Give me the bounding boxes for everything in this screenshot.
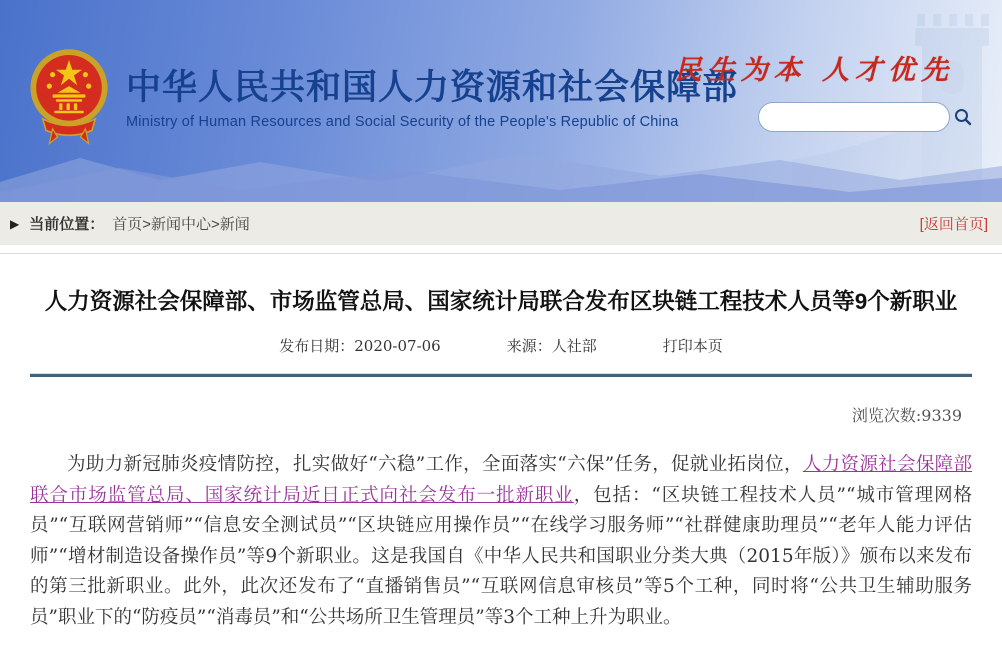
national-emblem-logo <box>28 40 110 152</box>
search-input[interactable] <box>773 106 953 128</box>
breadcrumb-path[interactable]: 首页>新闻中心>新闻 <box>112 216 250 233</box>
site-title-block <box>126 62 738 130</box>
article-body <box>30 450 972 633</box>
new-occupations-link[interactable]: 人力资源社会保障部联合市场监管总局、国家统计局近日正式向社会发布一批新职业 <box>30 454 972 506</box>
breadcrumb-label: 当前位置： <box>29 216 105 233</box>
breadcrumb-bar <box>0 202 1002 245</box>
site-title-chinese: 中华人民共和国人力资源和社会保障部 <box>126 68 739 107</box>
paragraph-text-before: 为助力新冠肺炎疫情防控，扎实做好“六稳”工作，全面落实“六保”任务，促就业拓岗位， <box>67 454 803 475</box>
publish-date-label: 发布日期： <box>279 337 355 355</box>
title-divider <box>30 373 972 377</box>
print-page-button[interactable]: 打印本页 <box>662 337 723 355</box>
publish-date-value: 2020-07-06 <box>354 337 441 355</box>
search-button[interactable] <box>953 106 973 128</box>
breadcrumb-arrow-icon: ▶ <box>10 216 20 231</box>
site-header <box>0 0 1002 202</box>
search-icon <box>953 107 973 127</box>
paragraph-text-after: ，包括：“区块链工程技术人员”“城市管理网格员”“互联网营销师”“信息安全测试员”“区块链应用操作员”“在线学习服务师”“社群健康助理员”“老年人能力评估师”“增材制造设备操作员”等9个新职业。这是我国自《中华人民共和国职业分类大典（2015年版）》颁布以来发布的第三批新职业。此外，此次还发布了“直播销售员”“互联网信息审核员”等5个工种，同时将“公共卫生辅助服务员”职业下的“防疫员”“消毒员”和“公共场所卫生管理员”等3个工种上升为职业。 <box>30 484 972 628</box>
slogan-calligraphy: 民生为本 人才优先 <box>674 55 954 86</box>
view-count-value: 9339 <box>921 406 962 425</box>
view-count <box>30 403 972 426</box>
site-title-english: Ministry of Human Resources and Social Security of the People's Republic of China <box>126 114 679 130</box>
site-brand <box>28 40 738 152</box>
article-container <box>0 253 1002 633</box>
article-paragraph <box>30 450 972 633</box>
article-source <box>507 335 597 356</box>
publish-date <box>279 335 441 356</box>
source-value: 人社部 <box>551 337 597 355</box>
search-box[interactable] <box>758 102 950 132</box>
great-wall-background-image <box>772 0 1002 202</box>
article-title: 人力资源社会保障部、市场监管总局、国家统计局联合发布区块链工程技术人员等9个新职业 <box>44 289 958 314</box>
return-home-link[interactable]: [返回首页] <box>919 216 988 233</box>
article-meta-row <box>30 335 972 356</box>
view-count-label: 浏览次数: <box>851 406 922 425</box>
source-label: 来源： <box>506 337 552 355</box>
